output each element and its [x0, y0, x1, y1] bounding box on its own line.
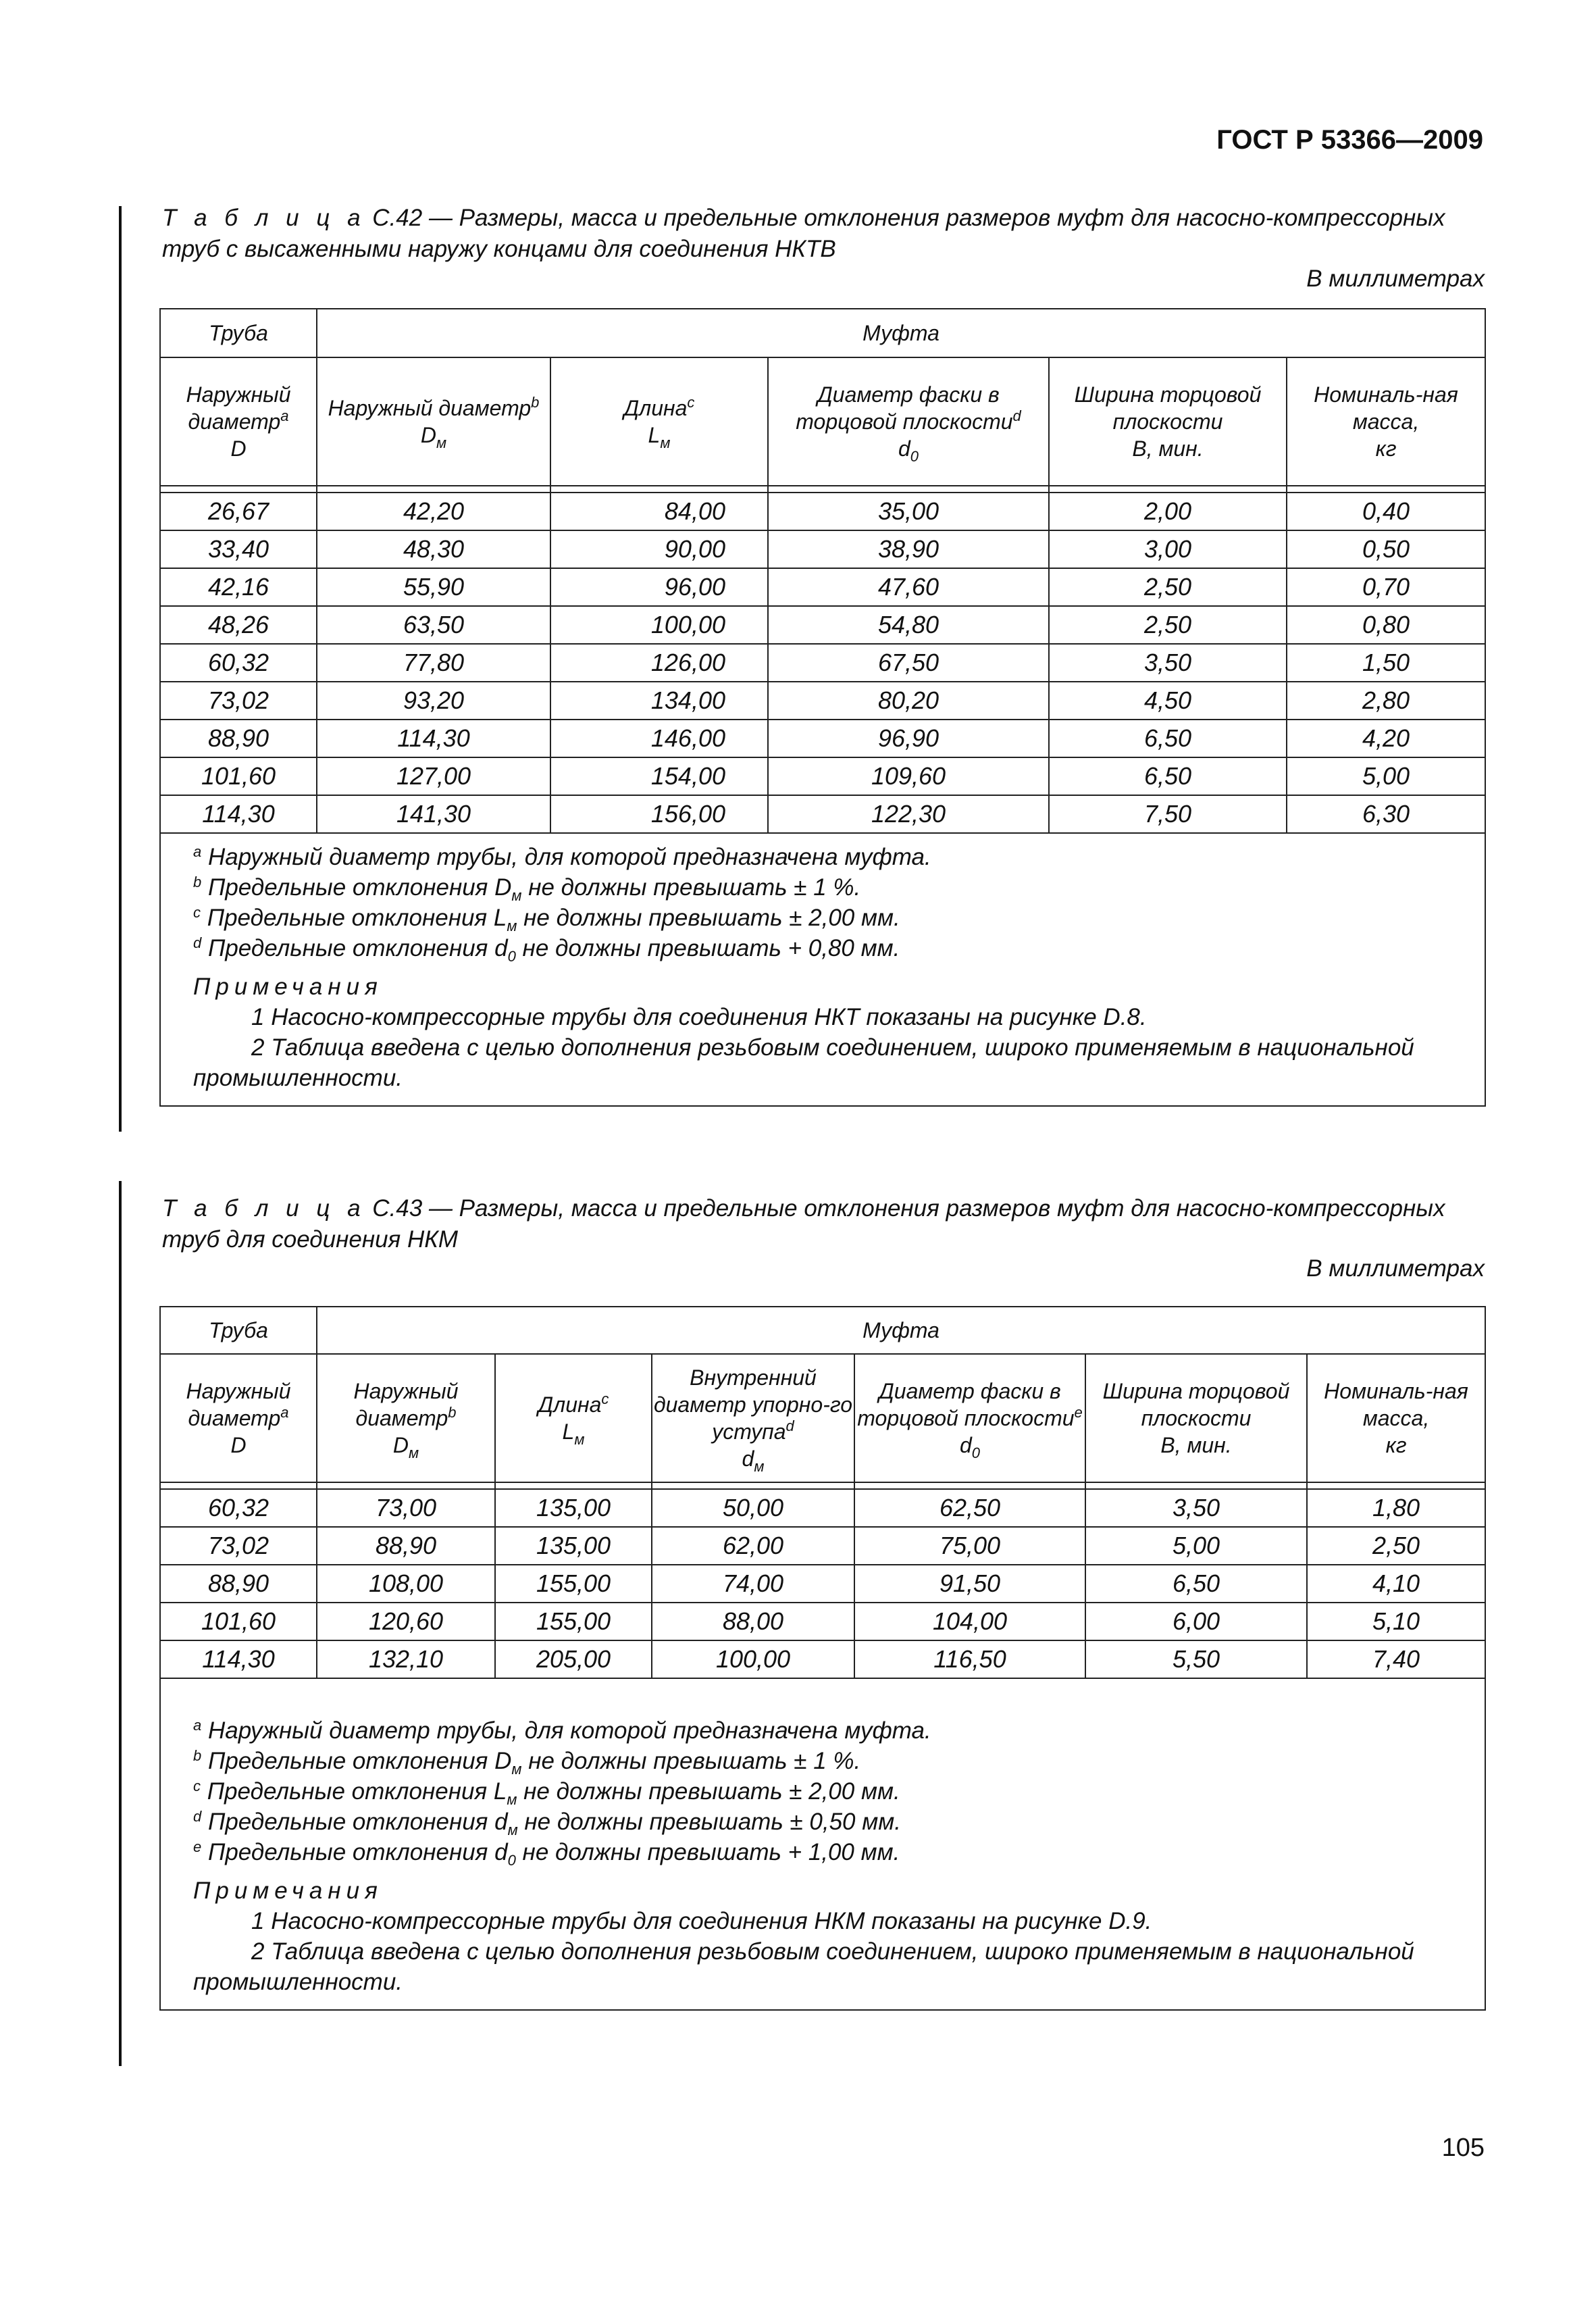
footnote-text: не должны превышать ± 0,50 мм.	[517, 1809, 901, 1835]
footnote-a: $^a$ Наружный диаметр трубы, для которой предназначена муфта.	[193, 1717, 931, 1744]
cell: 48,30	[317, 530, 550, 568]
cell: 135,00	[495, 1489, 652, 1527]
cell: 47,60	[768, 568, 1049, 606]
cell: 4,10	[1307, 1565, 1485, 1603]
cell: 2,50	[1049, 568, 1287, 606]
col-coupling-od	[317, 357, 550, 486]
cell: 88,00	[652, 1603, 854, 1640]
note-1: 1 Насосно-компрессорные трубы для соединения НКТ показаны на рисунке D.8.	[251, 1004, 1147, 1030]
cell: 6,30	[1287, 795, 1485, 833]
col-unit: кг	[1375, 436, 1397, 461]
col-length	[495, 1354, 652, 1482]
footnote-text: Предельные отклонения d	[207, 935, 508, 961]
cell: 108,00	[317, 1565, 495, 1603]
cell: 3,00	[1049, 530, 1287, 568]
table42	[159, 308, 1486, 1107]
cell: 1,80	[1307, 1489, 1485, 1527]
table42-caption	[162, 203, 1485, 265]
cell: 96,00	[550, 568, 768, 606]
col-label: Номиналь-ная масса,	[1314, 382, 1458, 434]
cell: 114,30	[160, 1640, 317, 1678]
col-subscript: м	[574, 1431, 585, 1448]
cell: 5,00	[1085, 1527, 1307, 1565]
col-chamfer	[768, 357, 1049, 486]
cell: 101,60	[160, 757, 317, 795]
cell: 7,40	[1307, 1640, 1485, 1678]
col-symbol: B, мин.	[1132, 436, 1204, 461]
cell: 156,00	[550, 795, 768, 833]
footnote-mark: c	[601, 1390, 609, 1407]
col-pipe-od	[160, 1354, 317, 1482]
footnote-a: $^a$ Наружный диаметр трубы, для которой предназначена муфта.	[193, 843, 931, 870]
table-row	[160, 1527, 1485, 1565]
col-symbol: D	[392, 1433, 409, 1457]
footnote-mark: e	[1074, 1404, 1083, 1421]
cell: 55,90	[317, 568, 550, 606]
col-symbol: d	[898, 436, 910, 461]
cell: 62,50	[854, 1489, 1085, 1527]
note-2: 2 Таблица введена с целью дополнения резьбовым соединением, широко применяемым в национальной промышленности.	[193, 1034, 1414, 1091]
cell: 42,16	[160, 568, 317, 606]
cell: 205,00	[495, 1640, 652, 1678]
footnote-text: не должны превышать ± 2,00 мм.	[517, 1778, 900, 1805]
cell: 63,50	[317, 606, 550, 644]
cell: 135,00	[495, 1527, 652, 1565]
cell: 38,90	[768, 530, 1049, 568]
col-mass	[1307, 1354, 1485, 1482]
table-row	[160, 644, 1485, 682]
table43-units: В миллиметрах	[1306, 1255, 1485, 1282]
cell: 6,50	[1049, 720, 1287, 757]
col-face-width	[1085, 1354, 1307, 1482]
footnote-text: Предельные отклонения L	[207, 1778, 507, 1805]
footnote-e: $^e$ Предельные отклонения $d_0$ не должны превышать + 1,00 мм.	[193, 1838, 900, 1869]
cell: 33,40	[160, 530, 317, 568]
cell: 77,80	[317, 644, 550, 682]
cell: 84,00	[550, 493, 768, 530]
cell: 60,32	[160, 644, 317, 682]
notes-heading: Примечания	[193, 1878, 383, 1904]
col-subscript: м	[660, 434, 671, 451]
col-label: Внутренний диаметр упорно-го уступа	[653, 1365, 853, 1444]
cell: 6,50	[1085, 1565, 1307, 1603]
cell: 122,30	[768, 795, 1049, 833]
col-symbol: D	[420, 423, 436, 447]
cell: 75,00	[854, 1527, 1085, 1565]
col-symbol: D	[230, 436, 247, 461]
cell: 6,50	[1049, 757, 1287, 795]
col-label: Ширина торцовой плоскости	[1102, 1379, 1290, 1430]
cell: 7,50	[1049, 795, 1287, 833]
cell: 0,50	[1287, 530, 1485, 568]
cell: 35,00	[768, 493, 1049, 530]
table-row	[160, 568, 1485, 606]
cell: 101,60	[160, 1603, 317, 1640]
cell: 2,80	[1287, 682, 1485, 720]
cell: 5,10	[1307, 1603, 1485, 1640]
change-bar	[119, 206, 122, 1132]
table43-caption	[162, 1193, 1485, 1255]
footnote-mark: a	[280, 1404, 289, 1421]
cell: 5,50	[1085, 1640, 1307, 1678]
cell: 2,00	[1049, 493, 1287, 530]
cell: 93,20	[317, 682, 550, 720]
table-row	[160, 682, 1485, 720]
cell: 60,32	[160, 1489, 317, 1527]
cell: 154,00	[550, 757, 768, 795]
page-number: 105	[1441, 2134, 1485, 2162]
cell: 141,30	[317, 795, 550, 833]
col-label: Номиналь-ная масса,	[1324, 1379, 1468, 1430]
cell: 88,90	[160, 1565, 317, 1603]
cell: 91,50	[854, 1565, 1085, 1603]
table-row	[160, 757, 1485, 795]
cell: 114,30	[160, 795, 317, 833]
col-symbol: L	[648, 423, 661, 447]
col-symbol: D	[230, 1433, 247, 1457]
note-1: 1 Насосно-компрессорные трубы для соединения НКМ показаны на рисунке D.9.	[251, 1908, 1152, 1934]
cell: 3,50	[1085, 1489, 1307, 1527]
cell: 100,00	[550, 606, 768, 644]
cell: 114,30	[317, 720, 550, 757]
cell: 155,00	[495, 1603, 652, 1640]
cell: 67,50	[768, 644, 1049, 682]
cell: 50,00	[652, 1489, 854, 1527]
cell: 2,50	[1049, 606, 1287, 644]
standard-code: ГОСТ Р 53366—2009	[1216, 125, 1483, 155]
col-label: Длина	[538, 1392, 602, 1417]
footnote-text: не должны превышать ± 1 %.	[521, 874, 861, 901]
cell: 80,20	[768, 682, 1049, 720]
cell: 127,00	[317, 757, 550, 795]
col-symbol: d	[742, 1447, 754, 1471]
cell: 134,00	[550, 682, 768, 720]
cell: 62,00	[652, 1527, 854, 1565]
cell: 146,00	[550, 720, 768, 757]
change-bar	[119, 1181, 122, 2066]
table42-units: В миллиметрах	[1306, 266, 1485, 292]
col-label: Наружный диаметр	[353, 1379, 459, 1430]
footnote-text: не должны превышать ± 2,00 мм.	[517, 905, 900, 931]
cell: 26,67	[160, 493, 317, 530]
footnote-d: $^d$ Предельные отклонения $d_0$ не должны превышать + 0,80 мм.	[193, 934, 900, 965]
footnote-text: не должны превышать ± 1 %.	[521, 1748, 861, 1774]
table42-notes	[160, 833, 1485, 1106]
footnote-c: $^c$ Предельные отклонения $L_м$ не должны превышать ± 2,00 мм.	[193, 1778, 900, 1808]
col-subscript: м	[409, 1444, 419, 1461]
col-label: Диаметр фаски в торцовой плоскости	[796, 382, 1013, 434]
cell: 54,80	[768, 606, 1049, 644]
table-row	[160, 1603, 1485, 1640]
col-label: Ширина торцовой плоскости	[1074, 382, 1262, 434]
col-subscript: м	[754, 1458, 765, 1475]
cell: 42,20	[317, 493, 550, 530]
caption-text: С.42 — Размеры, масса и предельные отклонения размеров муфт для насосно-компрессорных труб с высаженными наружу концами для соединения НКТВ	[162, 205, 1445, 262]
cell: 6,00	[1085, 1603, 1307, 1640]
caption-label: Т а б л и ц а	[162, 205, 366, 231]
col-length	[550, 357, 768, 486]
footnote-text: Предельные отклонения d	[207, 1839, 508, 1865]
cell: 90,00	[550, 530, 768, 568]
cell: 88,90	[317, 1527, 495, 1565]
footnote-mark: d	[1012, 407, 1021, 424]
col-subscript: 0	[971, 1444, 981, 1461]
table-row	[160, 1489, 1485, 1527]
col-subscript: 0	[910, 448, 919, 465]
table-row	[160, 606, 1485, 644]
table-row	[160, 795, 1485, 833]
footnote-text: Наружный диаметр трубы, для которой предназначена муфта.	[207, 1717, 931, 1744]
footnote-mark: c	[687, 394, 695, 411]
col-unit: кг	[1385, 1433, 1407, 1457]
caption-text: С.43 — Размеры, масса и предельные отклонения размеров муфт для насосно-компрессорных труб для соединения НКМ	[162, 1195, 1445, 1253]
col-label: Наружный диаметр	[186, 382, 291, 434]
cell: 120,60	[317, 1603, 495, 1640]
notes-heading: Примечания	[193, 974, 383, 1000]
table-row	[160, 530, 1485, 568]
footnote-mark: b	[531, 394, 540, 411]
col-coupling-od	[317, 1354, 495, 1482]
cell: 2,50	[1307, 1527, 1485, 1565]
footnote-text: не должны превышать + 1,00 мм.	[515, 1839, 900, 1865]
cell: 0,40	[1287, 493, 1485, 530]
cell: 73,02	[160, 1527, 317, 1565]
cell: 109,60	[768, 757, 1049, 795]
footnote-c: $^c$ Предельные отклонения $L_м$ не должны превышать ± 2,00 мм.	[193, 904, 900, 934]
col-face-width	[1049, 357, 1287, 486]
group-pipe: Труба	[160, 1307, 317, 1354]
footnote-mark: d	[786, 1417, 794, 1434]
cell: 3,50	[1049, 644, 1287, 682]
cell: 1,50	[1287, 644, 1485, 682]
col-mass	[1287, 357, 1485, 486]
cell: 96,90	[768, 720, 1049, 757]
cell: 4,20	[1287, 720, 1485, 757]
cell: 73,02	[160, 682, 317, 720]
caption-label: Т а б л и ц а	[162, 1195, 366, 1222]
footnote-text: Предельные отклонения D	[207, 1748, 512, 1774]
cell: 48,26	[160, 606, 317, 644]
col-label: Наружный диаметр	[328, 396, 532, 420]
cell: 116,50	[854, 1640, 1085, 1678]
cell: 74,00	[652, 1565, 854, 1603]
col-symbol: d	[959, 1433, 972, 1457]
cell: 132,10	[317, 1640, 495, 1678]
group-coupling: Муфта	[317, 309, 1485, 357]
table-row	[160, 493, 1485, 530]
col-symbol: L	[562, 1419, 575, 1444]
footnote-text: Предельные отклонения L	[207, 905, 507, 931]
footnote-d: $^d$ Предельные отклонения $d_м$ не должны превышать ± 0,50 мм.	[193, 1808, 901, 1838]
cell: 73,00	[317, 1489, 495, 1527]
cell: 155,00	[495, 1565, 652, 1603]
footnote-mark: a	[280, 407, 289, 424]
col-symbol: B, мин.	[1160, 1433, 1232, 1457]
col-label: Длина	[623, 396, 688, 420]
group-coupling: Муфта	[317, 1307, 1485, 1354]
footnote-text: Предельные отклонения D	[207, 874, 512, 901]
table43-notes	[160, 1678, 1485, 2010]
note-2: 2 Таблица введена с целью дополнения резьбовым соединением, широко применяемым в национальной промышленности.	[193, 1938, 1414, 1995]
footnote-b: $^b$ Предельные отклонения $D_м$ не должны превышать ± 1 %.	[193, 1747, 861, 1778]
cell: 0,80	[1287, 606, 1485, 644]
table-row	[160, 1640, 1485, 1678]
footnote-b: $^b$ Предельные отклонения $D_м$ не должны превышать ± 1 %.	[193, 874, 861, 904]
col-chamfer	[854, 1354, 1085, 1482]
cell: 100,00	[652, 1640, 854, 1678]
footnote-text: Предельные отклонения d	[207, 1809, 508, 1835]
footnote-mark: b	[448, 1404, 457, 1421]
cell: 5,00	[1287, 757, 1485, 795]
cell: 88,90	[160, 720, 317, 757]
col-label: Диаметр фаски в торцовой плоскости	[857, 1379, 1075, 1430]
cell: 4,50	[1049, 682, 1287, 720]
col-subscript: м	[436, 434, 447, 451]
table-row	[160, 1565, 1485, 1603]
table43	[159, 1306, 1486, 2011]
footnote-text: не должны превышать + 0,80 мм.	[515, 935, 900, 961]
col-pipe-od	[160, 357, 317, 486]
group-pipe: Труба	[160, 309, 317, 357]
col-label: Наружный диаметр	[186, 1379, 291, 1430]
cell: 0,70	[1287, 568, 1485, 606]
table-row	[160, 720, 1485, 757]
cell: 104,00	[854, 1603, 1085, 1640]
footnote-text: Наружный диаметр трубы, для которой предназначена муфта.	[207, 844, 931, 870]
col-inner-diameter	[652, 1354, 854, 1482]
cell: 126,00	[550, 644, 768, 682]
